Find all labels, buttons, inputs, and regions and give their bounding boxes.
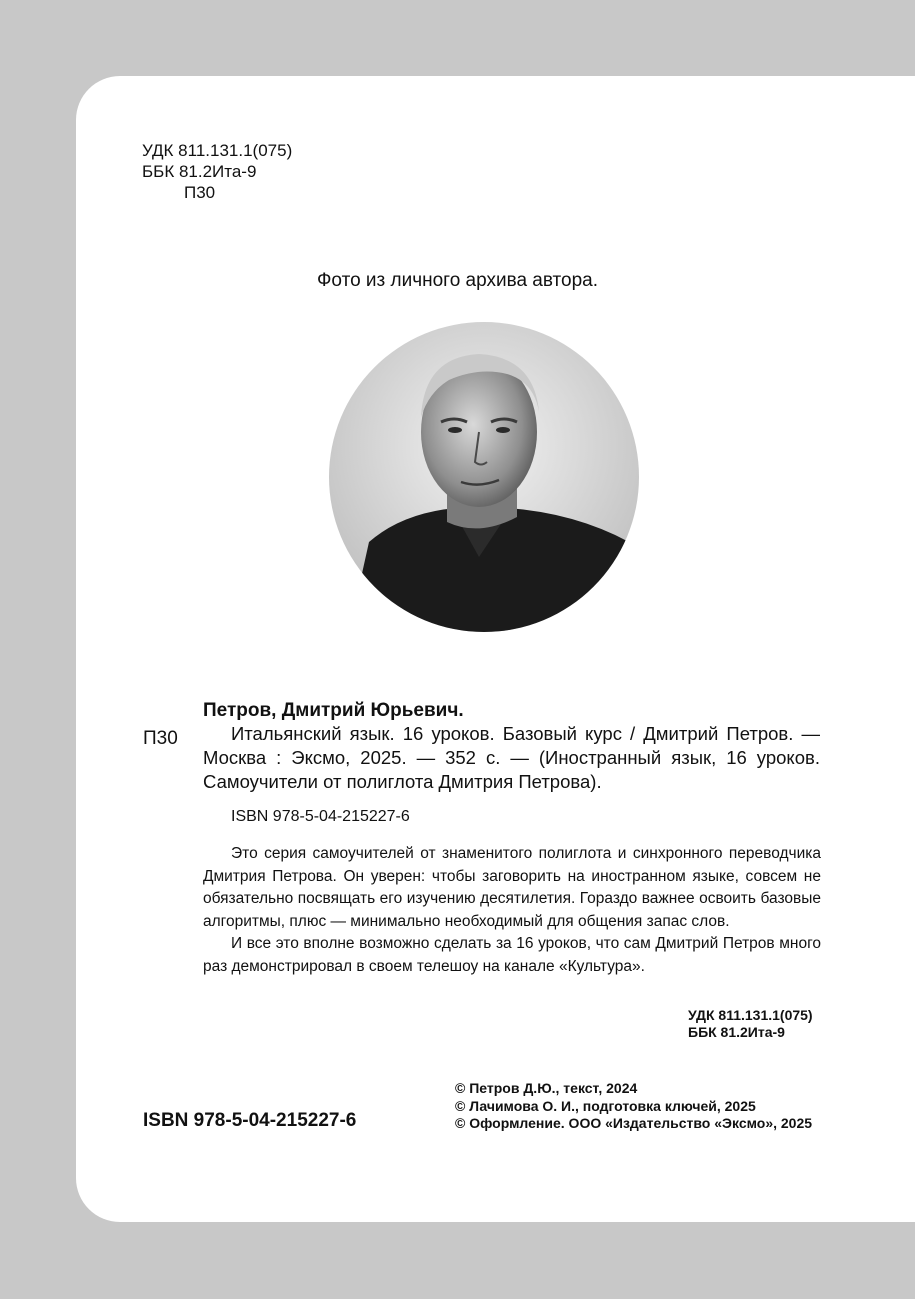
copyright-line: © Лачимова О. И., подготовка ключей, 2025 bbox=[455, 1097, 756, 1114]
author-portrait bbox=[329, 322, 639, 632]
bbk-code: ББК 81.2Ита-9 bbox=[142, 162, 257, 181]
udk-code: УДК 811.131.1(075) bbox=[142, 141, 293, 160]
annotation bbox=[203, 843, 821, 978]
annotation-paragraph-1: Это серия самоучителей от знаменитого полиглота и синхронного переводчика Дмитрия Петрова. Он уверен: чтобы заговорить на иностранном языке, совсем не обязательно посвящать его изучению десятилетия. Гораздо важнее освоить базовые алгоритмы, плюс — минимально необходимый для общения запас слов. bbox=[203, 845, 821, 930]
photo-caption: Фото из личного архива автора. bbox=[316, 270, 599, 291]
bibliographic-description bbox=[203, 722, 820, 794]
copyright-line: © Петров Д.Ю., текст, 2024 bbox=[455, 1080, 638, 1096]
record-isbn: ISBN 978-5-04-215227-6 bbox=[231, 808, 410, 825]
author-mark: П30 bbox=[184, 183, 216, 202]
footer-udk: УДК 811.131.1(075) bbox=[688, 1007, 813, 1023]
copyright-block bbox=[455, 1080, 812, 1133]
record-author: Петров, Дмитрий Юрьевич. bbox=[203, 700, 464, 721]
book-page bbox=[76, 76, 915, 1222]
footer-classification bbox=[688, 1007, 813, 1041]
copyright-line: © Оформление. ООО «Издательство «Эксмо», 2025 bbox=[455, 1115, 813, 1131]
author-portrait-icon bbox=[329, 322, 639, 632]
footer-isbn: ISBN 978-5-04-215227-6 bbox=[143, 1110, 357, 1131]
classification-block bbox=[142, 140, 292, 203]
record-author-mark: П30 bbox=[143, 728, 178, 749]
bibliographic-text: Итальянский язык. 16 уроков. Базовый курс / Дмитрий Петров. — Москва : Эксмо, 2025. — 352 с. — (Иностранный язык, 16 уроков. Самоучители от полиглота Дмитрия Петрова). bbox=[203, 723, 820, 792]
annotation-paragraph-2: И все это вполне возможно сделать за 16 уроков, что сам Дмитрий Петров много раз демонстрировал в своем телешоу на канале «Культура». bbox=[203, 935, 821, 975]
footer-bbk: ББК 81.2Ита-9 bbox=[688, 1024, 785, 1040]
